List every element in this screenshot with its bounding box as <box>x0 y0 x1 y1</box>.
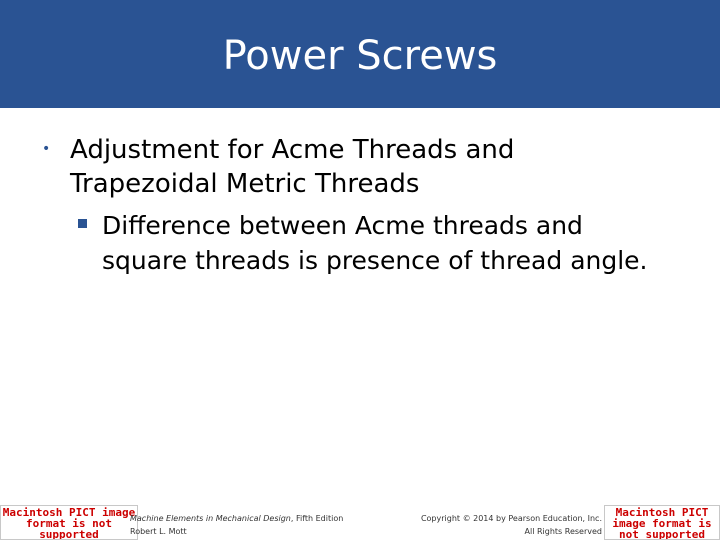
unsupported-image-placeholder-left: Macintosh PICT image format is not supported <box>0 505 138 540</box>
bullet-dot-icon: • <box>42 141 51 157</box>
title-bar <box>0 0 720 108</box>
slide-footer <box>0 500 720 540</box>
bullet-square-icon <box>78 219 87 228</box>
footer-copyright-block <box>380 512 602 538</box>
sub-bullet-text: Difference between Acme threads and square threads is presence of thread angle. <box>102 211 648 275</box>
footer-edition: , Fifth Edition <box>290 514 344 523</box>
unsupported-image-placeholder-right: Macintosh PICT image format is not supported <box>604 505 720 540</box>
footer-rights: All Rights Reserved <box>524 527 602 536</box>
footer-author: Robert L. Mott <box>130 527 187 536</box>
footer-citation <box>130 512 390 538</box>
footer-copyright: Copyright © 2014 by Pearson Education, Inc. <box>420 514 602 523</box>
bullet-text: Adjustment for Acme Threads and Trapezoidal Metric Threads <box>70 135 515 199</box>
footer-book-title: Machine Elements in Mechanical Design <box>130 514 291 523</box>
slide-title: Power Screws <box>222 33 498 79</box>
